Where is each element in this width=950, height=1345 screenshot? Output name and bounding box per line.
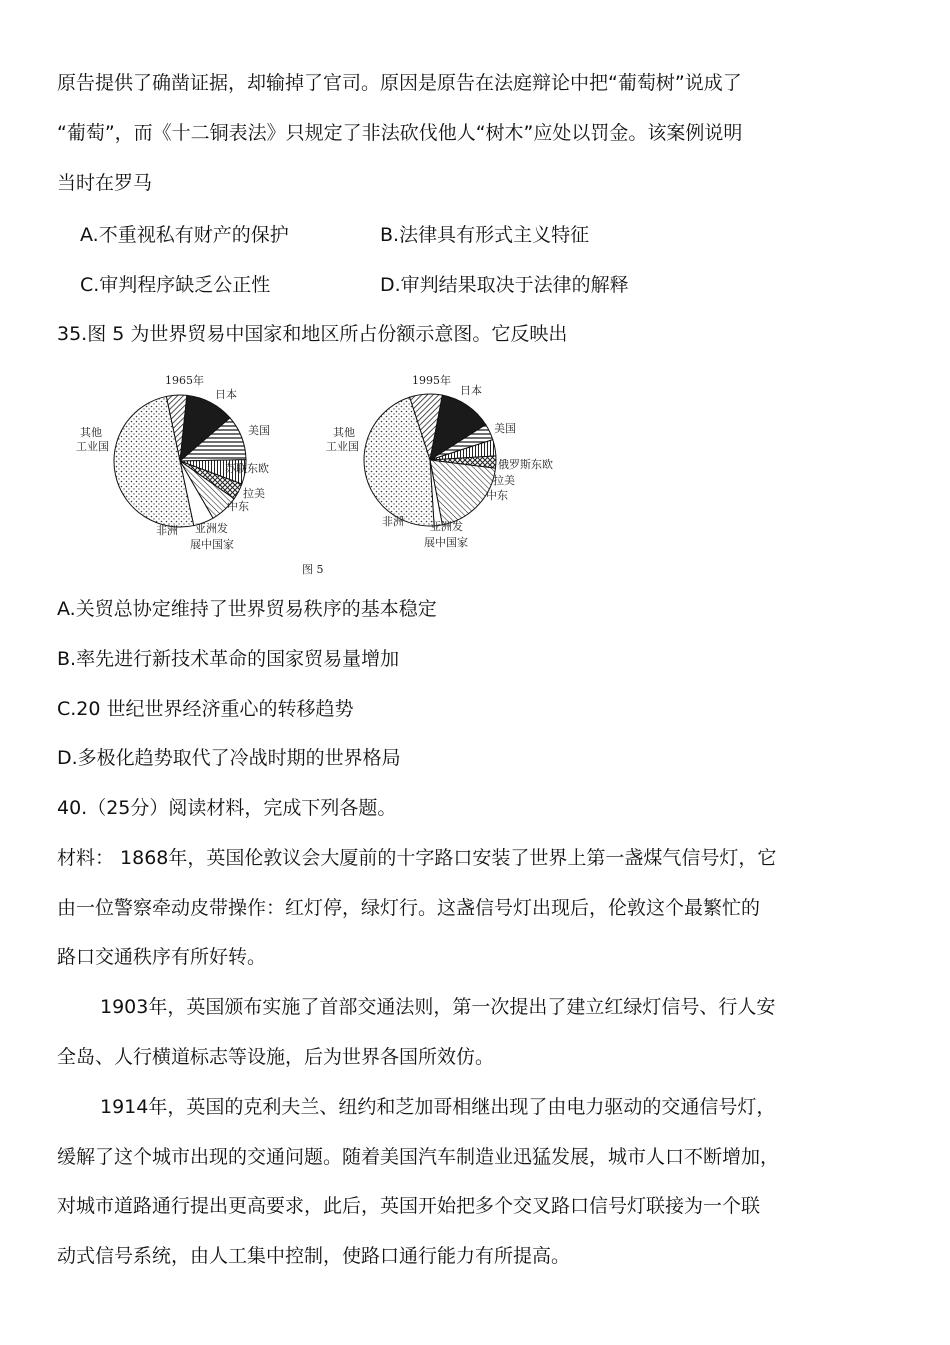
q40-material-p3-line-4: 动式信号系统，由人工集中控制，使路口通行能力有所提高。 xyxy=(57,1245,571,1267)
q34-text-line-1: 原告提供了确凿证据，却输掉了官司。原因是原告在法庭辩论中把“葡萄树”说成了 xyxy=(57,72,742,94)
q40-material-p3-line-2: 缓解了这个城市出现的交通问题。随着美国汽车制造业迅猛发展，城市人口不断增加， xyxy=(57,1146,780,1168)
pie-1965-label-mideast: 中东 xyxy=(227,500,249,513)
q34-text-line-3: 当时在罗马 xyxy=(57,172,153,194)
figure-5 xyxy=(60,360,580,585)
q35-option-b: B.率先进行新技术革命的国家贸易量增加 xyxy=(57,648,400,670)
q40-material-p1-line-1: 材料： 1868年，英国伦敦议会大厦前的十字路口安装了世界上第一盏煤气信号灯，它 xyxy=(57,847,777,869)
pie-1965-label-japan: 日本 xyxy=(215,388,237,401)
q40-material-p2-line-2: 全岛、人行横道标志等设施，后为世界各国所效仿。 xyxy=(57,1046,495,1068)
q40-material-p1-line-3: 路口交通秩序有所好转。 xyxy=(57,946,267,968)
pie-1995-label-asia-1: 亚洲发 xyxy=(430,520,463,533)
q40-material-p1-line-2: 由一位警察牵动皮带操作：红灯停，绿灯行。这盏信号灯出现后，伦敦这个最繁忙的 xyxy=(57,897,761,919)
figure-caption: 图 5 xyxy=(302,563,324,576)
pie-1965-label-other-2: 工业国 xyxy=(76,440,109,453)
pie-1965-title: 1965年 xyxy=(165,374,204,387)
pie-1965-label-latam: 拉美 xyxy=(243,487,265,500)
pie-1965-label-other-1: 其他 xyxy=(80,426,102,439)
pie-1995-label-usa: 美国 xyxy=(494,422,516,435)
q40-material-p3-line-1: 1914年，英国的克利夫兰、纽约和芝加哥相继出现了由电力驱动的交通信号灯， xyxy=(100,1096,776,1118)
pie-1995-label-russia: 俄罗斯东欧 xyxy=(498,458,553,471)
pie-chart-1995 xyxy=(364,394,496,526)
pie-1995-label-africa: 非洲 xyxy=(382,515,404,528)
pie-1965-label-asia-2: 展中国家 xyxy=(190,538,234,551)
pie-1995-label-asia-2: 展中国家 xyxy=(424,536,468,549)
q35-option-a: A.关贸总协定维持了世界贸易秩序的基本稳定 xyxy=(57,598,437,620)
pie-1995-title: 1995年 xyxy=(412,374,451,387)
pie-1995-label-latam: 拉美 xyxy=(493,474,515,487)
pie-1965-label-asia-1: 亚洲发 xyxy=(195,522,228,535)
pie-1995-label-mideast: 中东 xyxy=(486,489,508,502)
pie-1995-label-other-1: 其他 xyxy=(333,426,355,439)
q40-stem: 40.（25分）阅读材料，完成下列各题。 xyxy=(57,797,397,819)
q40-material-p3-line-3: 对城市道路通行提出更高要求，此后，英国开始把多个交叉路口信号灯联接为一个联 xyxy=(57,1195,761,1217)
q40-material-p2-line-1: 1903年，英国颁布实施了首部交通法则，第一次提出了建立红绿灯信号、行人安 xyxy=(100,996,776,1018)
pie-1995-label-japan: 日本 xyxy=(460,384,482,397)
pie-1995-label-other-2: 工业国 xyxy=(326,440,359,453)
q35-option-d: D.多极化趋势取代了冷战时期的世界格局 xyxy=(57,747,401,769)
pie-1965-label-africa: 非洲 xyxy=(156,524,178,537)
q35-option-c: C.20 世纪世界经济重心的转移趋势 xyxy=(57,698,354,720)
q34-option-c: C.审判程序缺乏公正性 xyxy=(80,274,271,296)
pie-1965-label-ussr: 苏联东欧 xyxy=(225,462,269,475)
q34-option-a: A.不重视私有财产的保护 xyxy=(80,224,289,246)
q34-option-d: D.审判结果取决于法律的解释 xyxy=(380,274,629,296)
q35-stem: 35.图 5 为世界贸易中国家和地区所占份额示意图。它反映出 xyxy=(57,323,568,345)
q34-text-line-2: “葡萄”，而《十二铜表法》只规定了非法砍伐他人“树木”应处以罚金。该案例说明 xyxy=(57,122,743,144)
q34-option-b: B.法律具有形式主义特征 xyxy=(380,224,590,246)
pie-1965-label-usa: 美国 xyxy=(248,424,270,437)
